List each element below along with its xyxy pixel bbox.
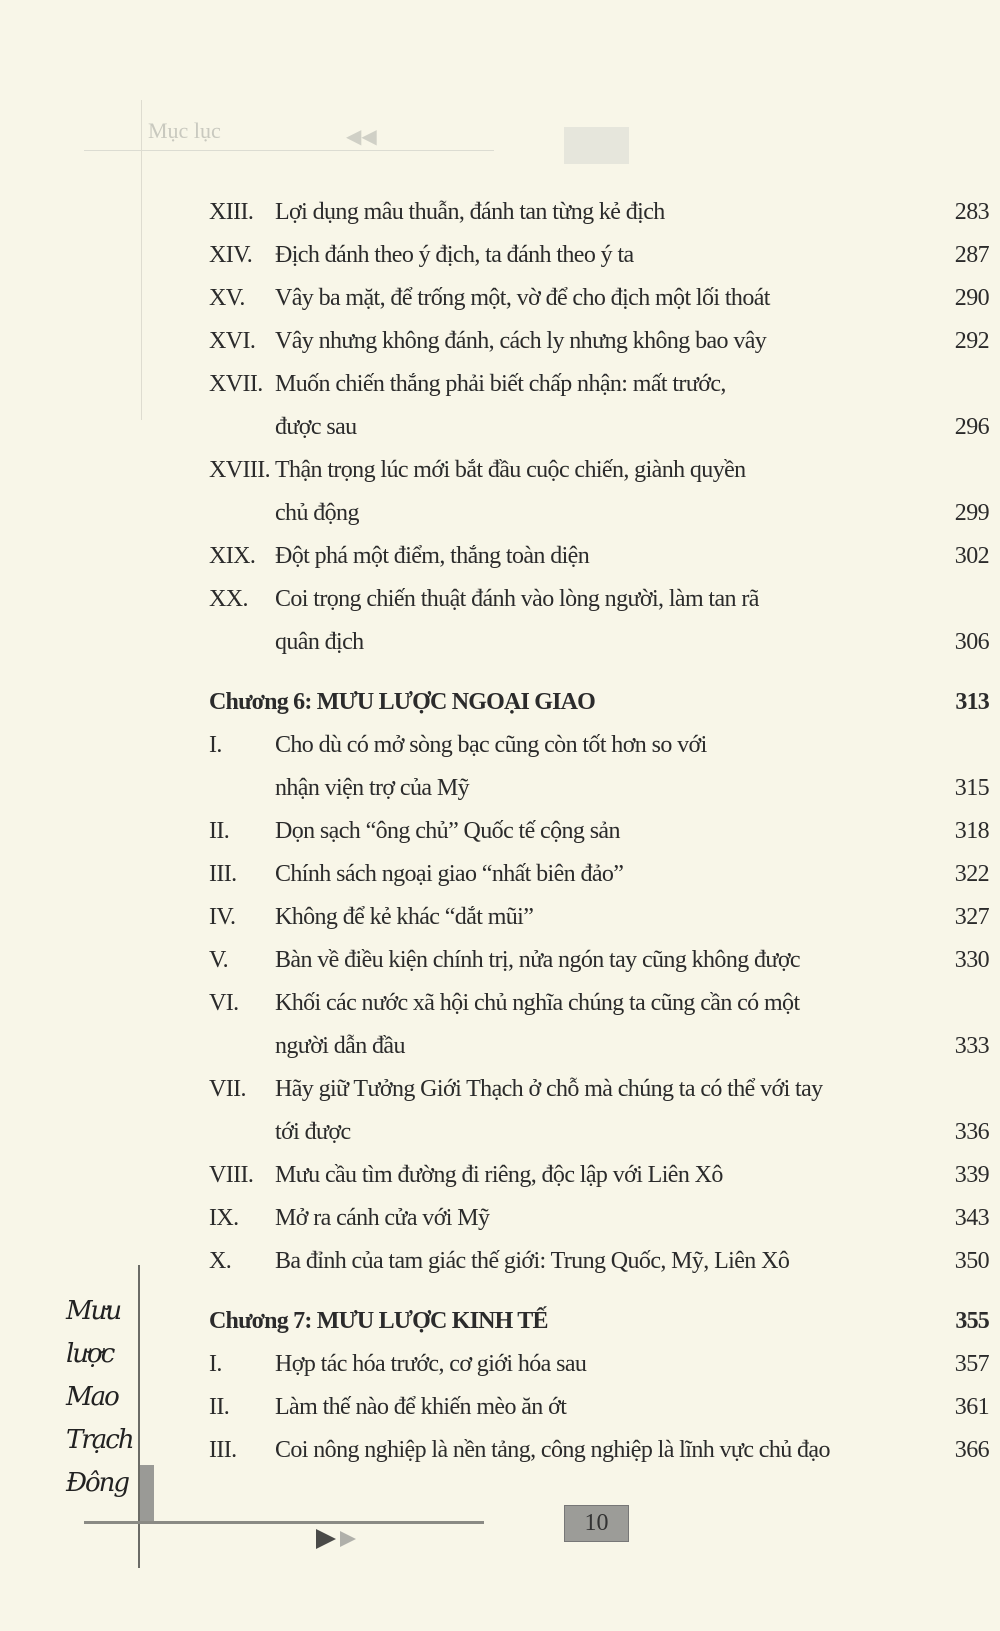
- entry-title: Đột phá một điểm, thắng toàn diện: [275, 543, 590, 569]
- page-number: 10: [564, 1505, 629, 1542]
- entry-number: VIII.: [209, 1162, 254, 1188]
- entry-page: 343: [954, 1205, 989, 1231]
- toc-entry: [209, 1429, 989, 1472]
- entry-page: 361: [954, 1394, 989, 1420]
- toc-entry: [209, 767, 989, 810]
- entry-title: quân địch: [275, 629, 364, 655]
- entry-page: 357: [954, 1351, 989, 1377]
- footer-rule: [84, 1521, 484, 1524]
- entry-page: 299: [954, 500, 989, 526]
- toc-entry: [209, 492, 989, 535]
- entry-title: Hợp tác hóa trước, cơ giới hóa sau: [275, 1351, 587, 1377]
- entry-page: 318: [954, 818, 989, 844]
- entry-title: chủ động: [275, 500, 359, 526]
- toc-entry: [209, 578, 989, 621]
- entry-page: 315: [954, 775, 989, 801]
- table-of-contents: [209, 191, 989, 1472]
- entry-page: 292: [954, 328, 989, 354]
- entry-title: Thận trọng lúc mới bắt đầu cuộc chiến, giành quyền: [275, 457, 746, 483]
- entry-number: XV.: [209, 285, 245, 311]
- entry-number: I.: [209, 1351, 222, 1377]
- toc-entry: [209, 449, 989, 492]
- toc-entry: [209, 982, 989, 1025]
- entry-page: 322: [954, 861, 989, 887]
- entry-title: Coi trọng chiến thuật đánh vào lòng người, làm tan rã: [275, 586, 759, 612]
- toc-entry: [209, 277, 989, 320]
- entry-page: 327: [954, 904, 989, 930]
- toc-entry: [209, 1386, 989, 1429]
- entry-page: 330: [954, 947, 989, 973]
- toc-entry: [209, 191, 989, 234]
- entry-title: Bàn về điều kiện chính trị, nửa ngón tay cũng không được: [275, 947, 800, 973]
- toc-entry: [209, 1343, 989, 1386]
- entry-title: Chương 6: MƯU LƯỢC NGOẠI GIAO: [209, 689, 596, 715]
- entry-title: Coi nông nghiệp là nền tảng, công nghiệp là lĩnh vực chủ đạo: [275, 1437, 830, 1463]
- gray-bar: [140, 1465, 154, 1521]
- entry-number: XVII.: [209, 371, 263, 397]
- entry-number: II.: [209, 1394, 230, 1420]
- toc-entry: [209, 1240, 989, 1283]
- entry-title: Mưu cầu tìm đường đi riêng, độc lập với Liên Xô: [275, 1162, 723, 1188]
- header-box: [564, 127, 629, 164]
- entry-title: tới được: [275, 1119, 351, 1145]
- toc-entry: [209, 1111, 989, 1154]
- entry-number: II.: [209, 818, 230, 844]
- entry-number: XIII.: [209, 199, 254, 225]
- sidebar-title-word: Đông: [66, 1468, 129, 1498]
- entry-number: V.: [209, 947, 229, 973]
- sidebar-title-word: Trạch: [66, 1425, 133, 1455]
- sidebar-title-word: lược: [66, 1339, 114, 1369]
- entry-title: Mở ra cánh cửa với Mỹ: [275, 1205, 490, 1231]
- entry-page: 350: [954, 1248, 989, 1274]
- entry-title: Dọn sạch “ông chủ” Quốc tế cộng sản: [275, 818, 620, 844]
- entry-title: Khối các nước xã hội chủ nghĩa chúng ta cũng cần có một: [275, 990, 800, 1016]
- entry-number: XIX.: [209, 543, 256, 569]
- entry-page: 366: [954, 1437, 989, 1463]
- entry-page: 296: [954, 414, 989, 440]
- entry-number: III.: [209, 1437, 237, 1463]
- entry-page: 355: [955, 1308, 989, 1334]
- entry-number: I.: [209, 732, 222, 758]
- sidebar-title-word: Mao: [66, 1382, 118, 1412]
- toc-entry: [209, 1197, 989, 1240]
- entry-title: Làm thế nào để khiến mèo ăn ớt: [275, 1394, 567, 1420]
- entry-title: Lợi dụng mâu thuẫn, đánh tan từng kẻ địch: [275, 199, 665, 225]
- entry-number: VII.: [209, 1076, 246, 1102]
- toc-entry: [209, 363, 989, 406]
- entry-number: XVIII.: [209, 457, 271, 483]
- sidebar-title-word: Mưu: [66, 1296, 121, 1326]
- entry-title: Địch đánh theo ý địch, ta đánh theo ý ta: [275, 242, 634, 268]
- toc-entry: [209, 724, 989, 767]
- entry-page: 306: [954, 629, 989, 655]
- entry-number: XVI.: [209, 328, 256, 354]
- toc-entry: [209, 810, 989, 853]
- toc-entry: [209, 234, 989, 277]
- entry-title: Chương 7: MƯU LƯỢC KINH TẾ: [209, 1308, 548, 1334]
- toc-entry: [209, 1154, 989, 1197]
- toc-entry: [209, 621, 989, 664]
- entry-number: XX.: [209, 586, 248, 612]
- entry-number: VI.: [209, 990, 239, 1016]
- forward-arrow-icon: [314, 1528, 370, 1550]
- toc-entry: [209, 406, 989, 449]
- entry-page: 290: [954, 285, 989, 311]
- entry-page: 283: [954, 199, 989, 225]
- entry-number: X.: [209, 1248, 232, 1274]
- entry-title: Ba đỉnh của tam giác thế giới: Trung Quốc, Mỹ, Liên Xô: [275, 1248, 790, 1274]
- sidebar-book-title: [66, 1290, 136, 1505]
- toc-entry: [209, 939, 989, 982]
- entry-page: 339: [954, 1162, 989, 1188]
- entry-title: Vây nhưng không đánh, cách ly nhưng không bao vây: [275, 328, 767, 354]
- chapter-heading: [209, 681, 989, 724]
- entry-number: III.: [209, 861, 237, 887]
- toc-entry: [209, 535, 989, 578]
- toc-entry: [209, 320, 989, 363]
- entry-title: được sau: [275, 414, 357, 440]
- entry-title: Cho dù có mở sòng bạc cũng còn tốt hơn so với: [275, 732, 707, 758]
- header-vertical-rule: [141, 100, 142, 420]
- entry-page: 302: [954, 543, 989, 569]
- entry-page: 336: [954, 1119, 989, 1145]
- entry-title: người dẫn đầu: [275, 1033, 405, 1059]
- chapter-heading: [209, 1300, 989, 1343]
- entry-title: nhận viện trợ của Mỹ: [275, 775, 469, 801]
- entry-title: Vây ba mặt, để trống một, vờ để cho địch một lối thoát: [275, 285, 770, 311]
- header-section-label: Mục lục: [148, 118, 221, 143]
- entry-title: Hãy giữ Tưởng Giới Thạch ở chỗ mà chúng ta có thể với tay: [275, 1076, 823, 1102]
- entry-page: 333: [954, 1033, 989, 1059]
- entry-number: XIV.: [209, 242, 253, 268]
- entry-number: IV.: [209, 904, 236, 930]
- entry-page: 287: [954, 242, 989, 268]
- header-rule: [84, 150, 494, 151]
- toc-entry: [209, 853, 989, 896]
- entry-title: Không để kẻ khác “dắt mũi”: [275, 904, 534, 930]
- entry-title: Chính sách ngoại giao “nhất biên đảo”: [275, 861, 624, 887]
- toc-entry: [209, 896, 989, 939]
- header-arrow-icon: ◀◀: [346, 126, 377, 148]
- entry-number: IX.: [209, 1205, 239, 1231]
- toc-entry: [209, 1068, 989, 1111]
- entry-page: 313: [955, 689, 989, 715]
- toc-entry: [209, 1025, 989, 1068]
- entry-title: Muốn chiến thắng phải biết chấp nhận: mất trước,: [275, 371, 726, 397]
